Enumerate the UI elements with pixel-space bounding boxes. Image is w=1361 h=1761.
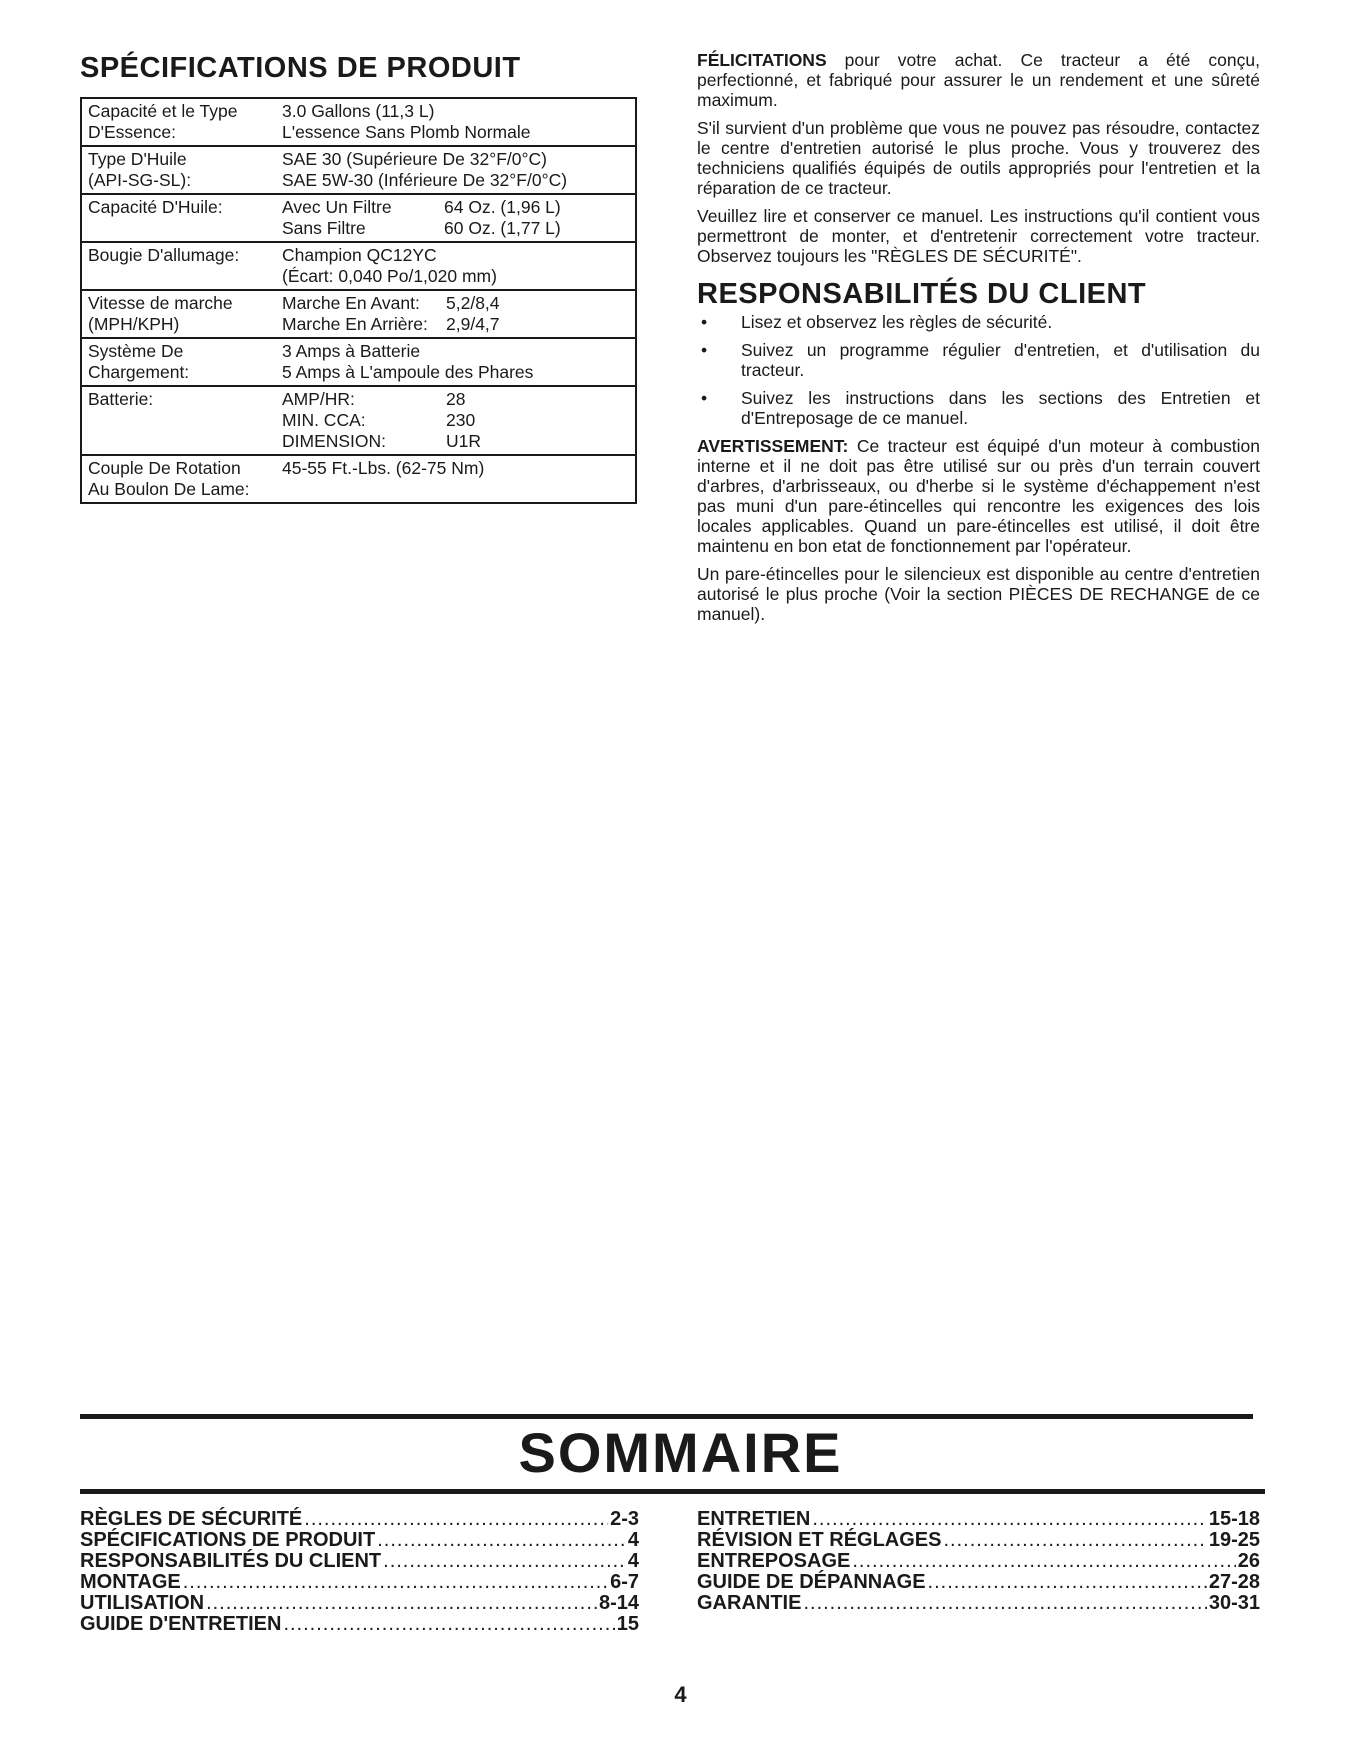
sommaire-title: SOMMAIRE bbox=[518, 1421, 843, 1484]
toc-item[interactable] bbox=[697, 1509, 1260, 1530]
responsibilities-title: RESPONSABILITÉS DU CLIENT bbox=[697, 278, 1147, 310]
spec-value-text: U1R bbox=[446, 431, 482, 451]
toc-item[interactable] bbox=[697, 1551, 1260, 1572]
toc-label: SPÉCIFICATIONS DE PRODUIT bbox=[80, 1529, 376, 1551]
spec-label bbox=[82, 149, 282, 191]
toc-pages: 26 bbox=[1237, 1550, 1260, 1572]
spec-value-line bbox=[282, 218, 635, 239]
spec-value-line bbox=[282, 245, 635, 266]
list-item-text: Lisez et observez les règles de sécurité. bbox=[741, 312, 1053, 332]
list-item bbox=[697, 312, 1260, 332]
warning-paragraph bbox=[697, 436, 1260, 556]
toc-label: GUIDE DE DÉPANNAGE bbox=[697, 1571, 926, 1593]
toc-leader bbox=[852, 1551, 1235, 1572]
toc-pages: 30-31 bbox=[1208, 1592, 1260, 1614]
spec-label-line: Au Boulon De Lame: bbox=[88, 479, 250, 499]
spec-key: MIN. CCA: bbox=[282, 410, 366, 430]
toc-pages: 8-14 bbox=[598, 1592, 639, 1614]
warning-text: Ce tracteur est équipé d'un moteur à combustion interne et il ne doit pas être utilisé sur ou près d'un terrain couvert d'arbres, d'arbrisseaux, ou d'herbe si le système d'échappement n'est pas muni d'un pare-étincelles qui rencontre les exigences des lois locales applicables. Quand un pare-étincelles est utilisé, il doit être maintenu en bon etat de fonctionnement par l'opérateur. bbox=[697, 436, 1260, 556]
spec-value-line bbox=[282, 293, 635, 314]
congrats-paragraph bbox=[697, 50, 1260, 110]
toc-label: UTILISATION bbox=[80, 1592, 205, 1614]
spec-value-line bbox=[282, 122, 635, 143]
spec-value-line bbox=[282, 341, 635, 362]
toc-leader bbox=[304, 1509, 608, 1530]
toc-pages: 15-18 bbox=[1208, 1508, 1260, 1530]
spec-value bbox=[282, 101, 635, 143]
spec-value-text: 45-55 Ft.-Lbs. (62-75 Nm) bbox=[282, 458, 485, 478]
toc-item[interactable] bbox=[80, 1593, 639, 1614]
spec-row-charging bbox=[82, 339, 635, 387]
spec-key: DIMENSION: bbox=[282, 431, 387, 451]
spec-value-text: SAE 5W-30 (Inférieure De 32°F/0°C) bbox=[282, 170, 568, 190]
toc-label: RÈGLES DE SÉCURITÉ bbox=[80, 1508, 303, 1530]
toc-label: RESPONSABILITÉS DU CLIENT bbox=[80, 1550, 382, 1572]
spec-value-text: (Écart: 0,040 Po/1,020 mm) bbox=[282, 266, 497, 286]
toc-leader bbox=[812, 1509, 1207, 1530]
toc-leader bbox=[803, 1593, 1206, 1614]
spec-value bbox=[282, 293, 635, 335]
spec-row-battery bbox=[82, 387, 635, 456]
spec-value-text: 28 bbox=[446, 389, 466, 409]
specs-table bbox=[80, 97, 637, 504]
spec-key: Marche En Avant: bbox=[282, 293, 420, 313]
spec-value-text: 64 Oz. (1,96 L) bbox=[444, 197, 561, 217]
spec-value-line bbox=[282, 458, 635, 479]
toc-leader bbox=[928, 1572, 1207, 1593]
toc-label: GARANTIE bbox=[697, 1592, 802, 1614]
bullet-icon: • bbox=[701, 340, 708, 360]
spec-value bbox=[282, 149, 635, 191]
spec-key: Avec Un Filtre bbox=[282, 197, 392, 217]
page-number: 4 bbox=[674, 1682, 687, 1707]
divider-top bbox=[80, 1414, 1253, 1419]
problem-paragraph: S'il survient d'un problème que vous ne pouvez pas résoudre, contactez le centre d'entretien autorisé le plus proche. Vous y trouverez des techniciens qualifiés équipés de outils appropriés pour l'entretien et la réparation de ce tracteur. bbox=[697, 118, 1260, 198]
list-item bbox=[697, 340, 1260, 380]
toc-item[interactable] bbox=[697, 1572, 1260, 1593]
spec-row-spark-plug bbox=[82, 243, 635, 291]
toc-leader bbox=[206, 1593, 597, 1614]
spec-label-line: Couple De Rotation bbox=[88, 458, 241, 478]
toc-label: GUIDE D'ENTRETIEN bbox=[80, 1613, 282, 1635]
spec-value-line bbox=[282, 314, 635, 335]
spec-label-line: Vitesse de marche bbox=[88, 293, 233, 313]
toc-label: ENTREPOSAGE bbox=[697, 1550, 851, 1572]
toc-pages: 2-3 bbox=[610, 1508, 639, 1530]
spec-value-text: 2,9/4,7 bbox=[446, 314, 500, 334]
spec-label bbox=[82, 101, 282, 143]
spec-value-text: L'essence Sans Plomb Normale bbox=[282, 122, 531, 142]
toc-pages: 6-7 bbox=[610, 1571, 639, 1593]
read-manual-paragraph: Veuillez lire et conserver ce manuel. Les instructions qu'il contient vous permettront de monter, et d'entretenir correctement votre tracteur. Observez toujours les "RÈGLES DE SÉCURITÉ". bbox=[697, 206, 1260, 266]
right-column bbox=[697, 50, 1260, 632]
spec-row-oil-type bbox=[82, 147, 635, 195]
spec-value-line bbox=[282, 389, 635, 410]
toc-label: RÉVISION ET RÉGLAGES bbox=[697, 1529, 942, 1551]
list-item-text: Suivez les instructions dans les sections des Entretien et d'Entreposage de ce manuel. bbox=[741, 388, 1260, 428]
spec-value-text: 5 Amps à L'ampoule des Phares bbox=[282, 362, 534, 382]
spec-value bbox=[282, 458, 635, 500]
spec-label-line: Chargement: bbox=[88, 362, 190, 382]
spec-value-text: 3.0 Gallons (11,3 L) bbox=[282, 101, 435, 121]
spec-label-line: Capacité et le Type bbox=[88, 101, 238, 121]
spec-value-line bbox=[282, 410, 635, 431]
spec-value-line bbox=[282, 266, 635, 287]
spec-label bbox=[82, 389, 282, 452]
spec-label-line: (MPH/KPH) bbox=[88, 314, 180, 334]
toc-left-column bbox=[80, 1509, 639, 1635]
spec-value-text: 230 bbox=[446, 410, 476, 430]
spec-row-fuel bbox=[82, 99, 635, 147]
toc-pages: 27-28 bbox=[1208, 1571, 1260, 1593]
spec-row-blade-torque bbox=[82, 456, 635, 502]
spec-label-line: (API-SG-SL): bbox=[88, 170, 192, 190]
toc-item[interactable] bbox=[697, 1593, 1260, 1614]
warning-lead: AVERTISSEMENT: bbox=[697, 436, 849, 456]
spec-value-line bbox=[282, 197, 635, 218]
bullet-icon: • bbox=[701, 312, 708, 332]
toc-label: MONTAGE bbox=[80, 1571, 181, 1593]
toc-right-column bbox=[697, 1509, 1260, 1614]
toc-label: ENTRETIEN bbox=[697, 1508, 811, 1530]
spec-row-oil-capacity bbox=[82, 195, 635, 243]
spec-label-line: Système De bbox=[88, 341, 184, 361]
toc-pages: 4 bbox=[627, 1550, 639, 1572]
spec-row-speed bbox=[82, 291, 635, 339]
congrats-lead: FÉLICITATIONS bbox=[697, 50, 827, 70]
list-item-text: Suivez un programme régulier d'entretien, et d'utilisation du tracteur. bbox=[741, 340, 1260, 380]
toc-leader bbox=[383, 1551, 626, 1572]
spec-label-line: Capacité D'Huile: bbox=[88, 197, 223, 217]
toc-leader bbox=[943, 1530, 1206, 1551]
toc-item[interactable] bbox=[80, 1530, 639, 1551]
spec-label-line: D'Essence: bbox=[88, 122, 176, 142]
spec-label bbox=[82, 458, 282, 500]
bullet-icon: • bbox=[701, 388, 708, 408]
spec-label-line: Bougie D'allumage: bbox=[88, 245, 240, 265]
spec-value-text: Champion QC12YC bbox=[282, 245, 437, 265]
spec-key: Sans Filtre bbox=[282, 218, 366, 238]
spec-value-text: 5,2/8,4 bbox=[446, 293, 500, 313]
spec-value-line bbox=[282, 170, 635, 191]
toc-item[interactable] bbox=[80, 1509, 639, 1530]
spec-value-text: 60 Oz. (1,77 L) bbox=[444, 218, 561, 238]
spec-label bbox=[82, 341, 282, 383]
spark-arrester-paragraph: Un pare-étincelles pour le silencieux est disponible au centre d'entretien autorisé le plus proche (Voir la section PIÈCES DE RECHANGE de ce manuel). bbox=[697, 564, 1260, 624]
toc-item[interactable] bbox=[697, 1530, 1260, 1551]
spec-value bbox=[282, 341, 635, 383]
toc-pages: 15 bbox=[616, 1613, 639, 1635]
spec-value-line bbox=[282, 362, 635, 383]
spec-label-line: Batterie: bbox=[88, 389, 154, 409]
toc-item[interactable] bbox=[80, 1572, 639, 1593]
spec-label bbox=[82, 245, 282, 287]
spec-value-text: 3 Amps à Batterie bbox=[282, 341, 421, 361]
toc-leader bbox=[283, 1614, 614, 1635]
spec-label bbox=[82, 197, 282, 239]
spec-key: AMP/HR: bbox=[282, 389, 355, 409]
toc-item[interactable] bbox=[80, 1614, 639, 1635]
spec-value bbox=[282, 197, 635, 239]
toc-item[interactable] bbox=[80, 1551, 639, 1572]
spec-value-line bbox=[282, 431, 635, 452]
congrats-text: pour votre achat. Ce tracteur a été conçu, perfectionné, et fabriqué pour assurer le un rendement et une sûreté maximum. bbox=[697, 50, 1260, 110]
spec-value-text: SAE 30 (Supérieure De 32°F/0°C) bbox=[282, 149, 547, 169]
spec-label bbox=[82, 293, 282, 335]
responsibilities-list bbox=[697, 312, 1260, 428]
spec-value-line bbox=[282, 101, 635, 122]
list-item bbox=[697, 388, 1260, 428]
spec-key: Marche En Arrière: bbox=[282, 314, 428, 334]
spec-value bbox=[282, 389, 635, 452]
toc-leader bbox=[377, 1530, 626, 1551]
toc-leader bbox=[183, 1572, 608, 1593]
toc-pages: 19-25 bbox=[1208, 1529, 1260, 1551]
divider-bottom bbox=[80, 1489, 1265, 1494]
spec-value-line bbox=[282, 149, 635, 170]
toc-pages: 4 bbox=[627, 1529, 639, 1551]
spec-value bbox=[282, 245, 635, 287]
specs-title: SPÉCIFICATIONS DE PRODUIT bbox=[80, 52, 521, 84]
spec-label-line: Type D'Huile bbox=[88, 149, 187, 169]
